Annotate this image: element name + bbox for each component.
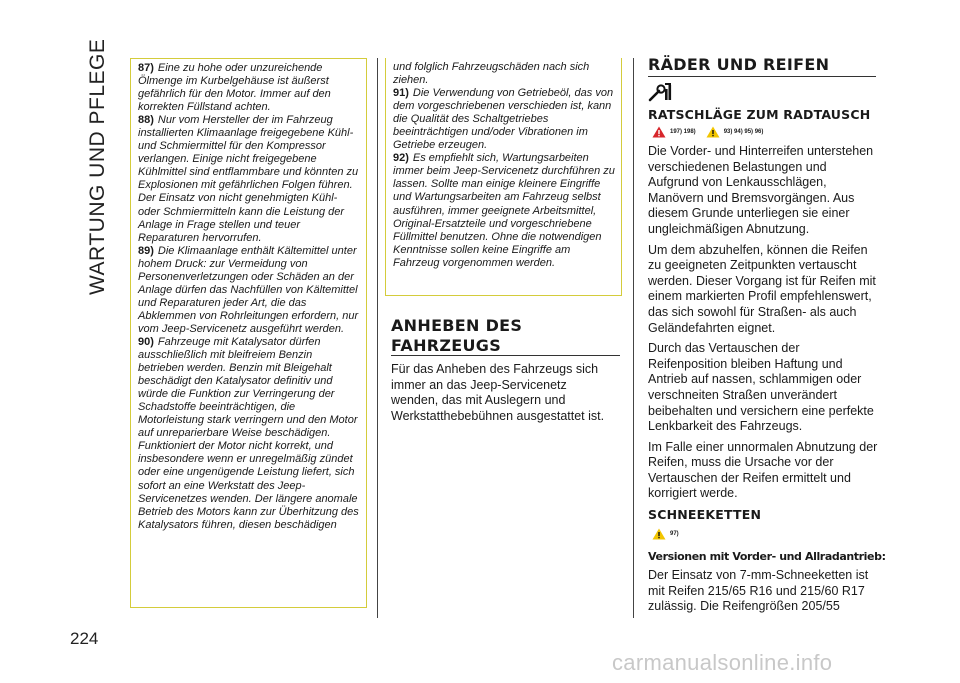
note-90-continued: und folglich Fahrzeugschäden nach sich ziehen. [393,61,590,87]
notes-list-2 [386,58,621,270]
anheben-heading: ANHEBEN DES FAHRZEUGS [391,316,523,355]
watermark: carmanualsonline.info [612,650,833,675]
column-divider-1 [377,58,378,618]
warning-yellow-icon [652,528,666,540]
raeder-paragraph: Die Vorder- und Hinterreifen unterstehen verschiedenen Belastungen und Aufgrund von Lenkausschlägen, Manövern und Bremsvorgängen. Aus diesem Grunde unterliegen sie einer ungleichmäßigen Abnutzung. [648,144,874,236]
anheben-rule [391,355,620,356]
notes-box-1 [130,58,367,608]
note-90: 90) Fahrzeuge mit Katalysator dürfen ausschließlich mit bleifreiem Benzin betrieben werden. Benzin mit Bleigehalt beschädigt den Katalysator definitiv und würde die Funktion zur Verringerung der Schadstoffe beeinträchtigen, die Motorleistung stark verringern und den Motor auf unreparierbare Weise beschädigen. Funktioniert der Motor nicht korrekt, und insbesondere wenn er unregelmäßig zündet oder eine ungenügende Leistung liefert, sich sofort an eine Werkstatt des Jeep-Servicenetzes wenden. Der längere anomale Betrieb des Motors kann zur Überhitzung des Katalysators führen, diesen beschädigen [138,335,359,531]
raeder-paragraph: Um dem abzuhelfen, können die Reifen zu geeigneten Zeitpunkten vertauscht werden. Dieser Vorgang ist für Reifen mit einem markierten Profil empfehlenswert, das sich sowohl für Straßen- als auch Geländefahrten eignet. [648,242,876,335]
wrench-car-icon [648,80,674,102]
section-title: WARTUNG UND PFLEGE [86,38,109,295]
versionen-label: Versionen mit Vorder- und Allradantrieb: [648,550,886,563]
raeder-body [648,144,880,507]
note-91: 91) Die Verwendung von Getriebeöl, das von dem vorgeschriebenen verschieden ist, kann die Qualität des Schaltgetriebes beeinträchtigen und/oder Vibrationen im Getriebe erzeugen. [393,87,614,152]
radtausch-heading: RATSCHLÄGE ZUM RADTAUSCH [648,107,871,122]
raeder-paragraph: Im Falle einer unnormalen Abnutzung der Reifen, muss die Ursache vor der Vertauschen der Reifen ermittelt und korrigiert werde. [648,439,878,501]
schneeketten-warnings [652,528,689,540]
raeder-heading: RÄDER UND REIFEN [648,55,830,74]
anheben-text: Für das Anheben des Fahrzeugs sich immer an das Jeep-Servicenetz wenden, das mit Auslegern und Werkstatthebebühnen ausgestattet ist. [391,362,605,423]
section-title-vertical [80,38,114,295]
warn-ref-97: 97) [670,531,679,537]
note-92: 92) Es empfiehlt sich, Wartungsarbeiten immer beim Jeep-Servicenetz durchführen zu lassen. Sollte man einige kleinere Eingriffe und Wartungsarbeiten am Fahrzeug selbst ausführen, immer geeignete Arbeitsmittel, Original-Ersatzteile und vorgeschriebene Füllmittel benutzen. Ohne die notwendigen Kenntnisse sollen keine Eingriffe am Fahrzeug vorgenommen werden. [393,152,615,269]
note-88: 88) Nur vom Hersteller der im Fahrzeug installierten Klimaanlage freigegebene Kühl- und Schmiermittel für den Kompressor verlangen. Einige nicht freigegebene Kühlmittel sind entflammbare und könnten zu Explosionen mit gefährlichen Folgen führen. Der Einsatz von nicht genehmigten Kühl- oder Schmiermitteln kann die Leistung der Anlage in Frage stellen und teuer Reparaturen hervorrufen. [138,114,359,244]
schneeketten-heading: SCHNEEKETTEN [648,507,762,522]
warn-refs-red: 197) 198) [670,129,696,135]
warning-red-icon [652,126,666,138]
notes-list-1 [131,59,366,532]
radtausch-warnings [652,126,773,138]
notes-box-2 [385,58,622,296]
raeder-rule [648,76,876,77]
warn-refs-yellow: 93) 94) 95) 96) [723,129,764,135]
raeder-paragraph: Durch das Vertauschen der Reifenposition bleiben Haftung und Antrieb auf nassen, schlammigen oder verschneiten Straßen unverändert beibehalten und versichern eine perfekte Lenkbarkeit des Fahrzeugs. [648,341,874,434]
note-89: 89) Die Klimaanlage enthält Kältemittel unter hohem Druck: zur Vermeidung von Personenverletzungen oder Schäden an der Anlage dürfen das Nachfüllen von Kältemittel und Reparaturen jeder Art, die das Abklemmen von Rohrleitungen erfordern, nur vom Jeep-Servicenetz ausgeführt werden. [138,244,359,335]
page-number: 224 [70,629,99,648]
warning-yellow-icon [706,126,720,138]
column-divider-2 [633,58,634,618]
note-87: 87) Eine zu hohe oder unzureichende Ölmenge im Kurbelgehäuse ist äußerst gefährlich für den Motor. Immer auf den korrekten Füllstand achten. [138,62,331,114]
schneeketten-text: Der Einsatz von 7-mm-Schneeketten ist mit Reifen 215/65 R16 und 215/60 R17 zulässig. Die Reifengrößen 205/55 [648,568,869,614]
